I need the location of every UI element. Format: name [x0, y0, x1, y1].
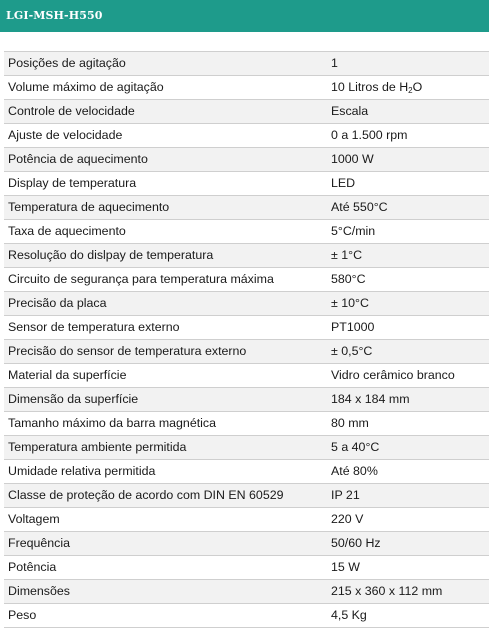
spec-label: Dimensão da superfície — [4, 388, 324, 412]
spec-label: Voltagem — [4, 508, 324, 532]
spec-label: Posições de agitação — [4, 52, 324, 76]
spec-label: Volume máximo de agitação — [4, 76, 324, 100]
spec-row — [4, 508, 489, 532]
spec-value: 1000 W — [324, 148, 489, 172]
title-bar — [0, 0, 489, 32]
spec-row — [4, 172, 489, 196]
spec-value: 4,5 Kg — [324, 604, 489, 628]
spec-value: Até 550°C — [324, 196, 489, 220]
spec-row — [4, 316, 489, 340]
spec-row — [4, 148, 489, 172]
spec-value: 220 V — [324, 508, 489, 532]
spec-value-subscript: 2 — [408, 86, 413, 95]
spec-label: Controle de velocidade — [4, 100, 324, 124]
spec-label: Taxa de aquecimento — [4, 220, 324, 244]
spec-label: Tamanho máximo da barra magnética — [4, 412, 324, 436]
spec-label: Sensor de temperatura externo — [4, 316, 324, 340]
spec-value: 50/60 Hz — [324, 532, 489, 556]
spec-table-body — [4, 52, 489, 628]
spec-row — [4, 436, 489, 460]
spec-value: LED — [324, 172, 489, 196]
spec-value: PT1000 — [324, 316, 489, 340]
spec-value: 0 a 1.500 rpm — [324, 124, 489, 148]
spec-table — [4, 51, 489, 628]
spec-value: Até 80% — [324, 460, 489, 484]
spec-row — [4, 532, 489, 556]
spec-label: Circuito de segurança para temperatura máxima — [4, 268, 324, 292]
spec-row — [4, 52, 489, 76]
spec-value: Escala — [324, 100, 489, 124]
spec-value: 215 x 360 x 112 mm — [324, 580, 489, 604]
spec-label: Material da superfície — [4, 364, 324, 388]
spec-label: Resolução do dislpay de temperatura — [4, 244, 324, 268]
spec-row — [4, 268, 489, 292]
spec-value-text: O — [412, 80, 423, 94]
spec-row — [4, 340, 489, 364]
spec-label: Temperatura ambiente permitida — [4, 436, 324, 460]
spec-value: 5°C/min — [324, 220, 489, 244]
spec-value — [324, 76, 489, 100]
spec-value: IP 21 — [324, 484, 489, 508]
spec-row — [4, 244, 489, 268]
spec-label: Dimensões — [4, 580, 324, 604]
spec-row — [4, 292, 489, 316]
spec-label: Frequência — [4, 532, 324, 556]
spec-value: Vidro cerâmico branco — [324, 364, 489, 388]
spec-value: 580°C — [324, 268, 489, 292]
spec-value: ± 0,5°C — [324, 340, 489, 364]
spec-row — [4, 412, 489, 436]
spec-row — [4, 76, 489, 100]
spec-label: Ajuste de velocidade — [4, 124, 324, 148]
spec-label: Peso — [4, 604, 324, 628]
spec-row — [4, 124, 489, 148]
spec-row — [4, 220, 489, 244]
spec-label: Umidade relativa permitida — [4, 460, 324, 484]
spec-label: Temperatura de aquecimento — [4, 196, 324, 220]
spec-row — [4, 196, 489, 220]
spec-value: 5 a 40°C — [324, 436, 489, 460]
spec-row — [4, 100, 489, 124]
spec-value: ± 10°C — [324, 292, 489, 316]
spec-row — [4, 460, 489, 484]
spec-label: Potência — [4, 556, 324, 580]
spec-row — [4, 388, 489, 412]
spec-value-text: 10 Litros de H — [331, 80, 409, 94]
spec-row — [4, 556, 489, 580]
spec-value: ± 1°C — [324, 244, 489, 268]
spec-value: 184 x 184 mm — [324, 388, 489, 412]
spec-value: 80 mm — [324, 412, 489, 436]
spec-label: Classe de proteção de acordo com DIN EN 60529 — [4, 484, 324, 508]
spec-label: Display de temperatura — [4, 172, 324, 196]
spec-value: 1 — [324, 52, 489, 76]
spec-label: Potência de aquecimento — [4, 148, 324, 172]
spec-row — [4, 604, 489, 628]
spec-label: Precisão do sensor de temperatura externo — [4, 340, 324, 364]
product-model-title: LGI-MSH-H550 — [6, 9, 103, 22]
spec-label: Precisão da placa — [4, 292, 324, 316]
spec-row — [4, 580, 489, 604]
spec-value: 15 W — [324, 556, 489, 580]
spec-row — [4, 484, 489, 508]
spec-row — [4, 364, 489, 388]
